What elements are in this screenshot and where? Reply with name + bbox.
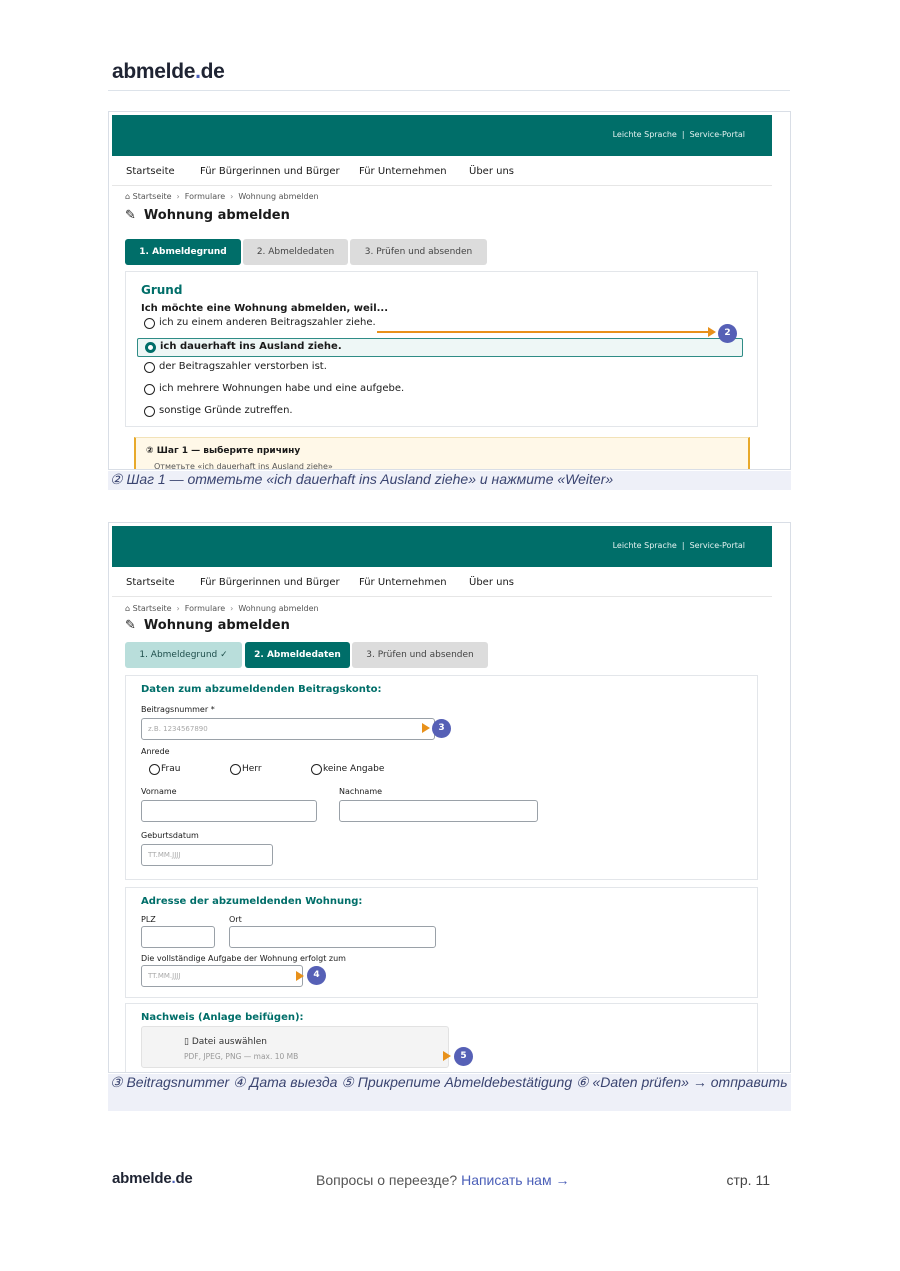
- brand-logo: abmelde.de: [112, 60, 225, 83]
- grund-panel: [125, 271, 758, 427]
- link-leichte-sprache[interactable]: Leichte Sprache: [612, 130, 677, 139]
- pen-icon: ✎: [125, 208, 136, 223]
- step-3-tab[interactable]: 3. Prüfen und absenden: [352, 642, 488, 668]
- nachname-input[interactable]: [339, 800, 538, 822]
- callout-arrow-head: [443, 1051, 451, 1061]
- file-upload-dropzone[interactable]: [141, 1026, 449, 1068]
- header-divider: [108, 90, 790, 91]
- radio-frau[interactable]: [149, 764, 160, 775]
- upload-button[interactable]: ▯ Datei auswählen: [184, 1037, 267, 1047]
- nachweis-panel: [125, 1003, 758, 1073]
- link-leichte-sprache[interactable]: Leichte Sprache: [612, 541, 677, 550]
- section-title: Grund: [141, 283, 183, 297]
- link-service-portal[interactable]: Service-Portal: [689, 130, 745, 139]
- anrede-label: Anrede: [141, 747, 170, 756]
- contact-link[interactable]: Написать нам →: [461, 1172, 570, 1188]
- step-badge-4: 4: [307, 966, 326, 985]
- caption-step-2: ③ Beitragsnummer ④ Дата выезда ⑤ Прикрепите Abmeldebestätigung ⑥ «Daten prüfen» → отправить: [108, 1074, 791, 1111]
- step-1-tab[interactable]: 1. Abmeldegrund: [125, 239, 241, 265]
- site-topbar: Leichte Sprache | Service-Portal: [112, 115, 772, 156]
- nav-buerger[interactable]: Für Bürgerinnen und Bürger: [200, 166, 340, 177]
- adresse-panel: [125, 887, 758, 998]
- nachweis-section-title: Nachweis (Anlage beifügen):: [141, 1012, 304, 1023]
- breadcrumb: ⌂ Startseite › Formulare › Wohnung abmelden: [125, 192, 319, 201]
- pen-icon: ✎: [125, 618, 136, 633]
- step-2-tab[interactable]: 2. Abmeldedaten: [243, 239, 348, 265]
- screenshot-step-2: [108, 522, 791, 1073]
- option-sonstige[interactable]: sonstige Gründe zutreffen.: [137, 403, 743, 422]
- geburtsdatum-label: Geburtsdatum: [141, 831, 199, 840]
- aufgabe-date-input[interactable]: TT.MM.JJJJ: [141, 965, 303, 987]
- step-badge-2: 2: [718, 324, 737, 343]
- page-title: ✎ Wohnung abmelden: [125, 208, 290, 223]
- option-beitragszahler[interactable]: ich zu einem anderen Beitragszahler ziehe.: [137, 315, 743, 334]
- step-badge-3: 3: [432, 719, 451, 738]
- hint-box: [134, 437, 750, 470]
- radio-herr[interactable]: [230, 764, 241, 775]
- plz-label: PLZ: [141, 915, 156, 924]
- geburtsdatum-input[interactable]: TT.MM.JJJJ: [141, 844, 273, 866]
- nav-buerger[interactable]: Für Bürgerinnen und Bürger: [200, 577, 340, 588]
- step-3-tab[interactable]: 3. Prüfen und absenden: [350, 239, 487, 265]
- link-service-portal[interactable]: Service-Portal: [689, 541, 745, 550]
- radio-button: [144, 406, 155, 417]
- site-nav: [112, 567, 772, 597]
- konto-panel: [125, 675, 758, 880]
- callout-arrow-line: [377, 331, 709, 333]
- callout-arrow-head: [708, 327, 716, 337]
- footer-contact: Вопросы о переезде? Написать нам →: [316, 1172, 570, 1188]
- question-label: Ich möchte eine Wohnung abmelden, weil...: [141, 303, 389, 314]
- nav-ueber-uns[interactable]: Über uns: [469, 166, 514, 177]
- footer-logo: abmelde.de: [112, 1170, 193, 1187]
- callout-arrow-head: [422, 723, 430, 733]
- nav-unternehmen[interactable]: Für Unternehmen: [359, 166, 447, 177]
- beitragsnummer-input[interactable]: z.B. 1234567890: [141, 718, 435, 740]
- vorname-input[interactable]: [141, 800, 317, 822]
- radio-button: [144, 318, 155, 329]
- option-verstorben[interactable]: der Beitragszahler verstorben ist.: [137, 359, 743, 378]
- site-nav: [112, 156, 772, 186]
- site-topbar: Leichte Sprache | Service-Portal: [112, 526, 772, 567]
- hint-text: Отметьте «ich dauerhaft ins Ausland ziehe»: [154, 462, 333, 470]
- step-2-tab[interactable]: 2. Abmeldedaten: [245, 642, 350, 668]
- radio-herr-label: Herr: [242, 764, 262, 774]
- beitragsnummer-label: Beitragsnummer *: [141, 705, 215, 714]
- nav-unternehmen[interactable]: Für Unternehmen: [359, 577, 447, 588]
- radio-keine-angabe[interactable]: [311, 764, 322, 775]
- breadcrumb: ⌂ Startseite › Formulare › Wohnung abmelden: [125, 604, 319, 613]
- vorname-label: Vorname: [141, 787, 177, 796]
- step-1-tab[interactable]: 1. Abmeldegrund ✓: [125, 642, 242, 668]
- page-title: ✎ Wohnung abmelden: [125, 618, 290, 633]
- aufgabe-label: Die vollständige Aufgabe der Wohnung erfolgt zum: [141, 954, 346, 963]
- adresse-section-title: Adresse der abzumeldenden Wohnung:: [141, 896, 363, 907]
- screenshot-step-1: [108, 111, 791, 470]
- callout-arrow-head: [296, 971, 304, 981]
- ort-input[interactable]: [229, 926, 436, 948]
- option-mehrere-wohnungen[interactable]: ich mehrere Wohnungen habe und eine aufgebe.: [137, 381, 743, 400]
- option-ausland[interactable]: ich dauerhaft ins Ausland ziehe.: [137, 338, 743, 357]
- radio-button-selected: [145, 342, 156, 353]
- caption-step-1: ② Шаг 1 — отметьте «ich dauerhaft ins Ausland ziehe» и нажмите «Weiter»: [108, 471, 791, 490]
- konto-section-title: Daten zum abzumeldenden Beitragskonto:: [141, 684, 382, 695]
- radio-button: [144, 362, 155, 373]
- nav-startseite[interactable]: Startseite: [126, 166, 175, 177]
- radio-button: [144, 384, 155, 395]
- page-number: стр. 11: [726, 1172, 770, 1188]
- file-icon: ▯: [184, 1037, 189, 1047]
- hint-title: ② Шаг 1 — выберите причину: [146, 446, 301, 456]
- step-badge-5: 5: [454, 1047, 473, 1066]
- nav-startseite[interactable]: Startseite: [126, 577, 175, 588]
- ort-label: Ort: [229, 915, 242, 924]
- upload-hint: PDF, JPEG, PNG — max. 10 MB: [184, 1052, 299, 1061]
- radio-frau-label: Frau: [161, 764, 181, 774]
- radio-keine-angabe-label: keine Angabe: [323, 764, 385, 774]
- plz-input[interactable]: [141, 926, 215, 948]
- nav-ueber-uns[interactable]: Über uns: [469, 577, 514, 588]
- nachname-label: Nachname: [339, 787, 383, 796]
